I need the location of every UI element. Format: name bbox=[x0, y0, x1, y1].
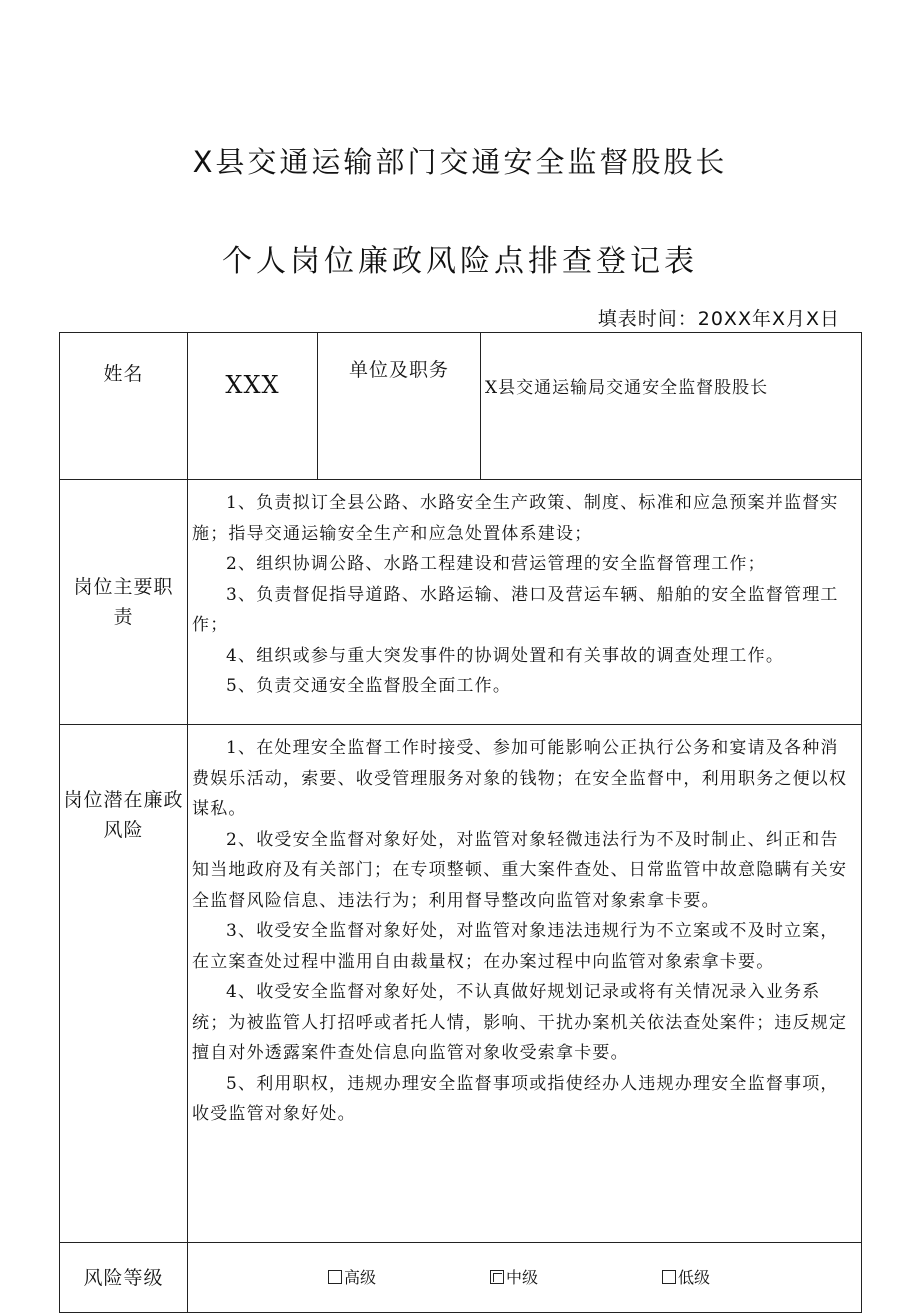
checkbox-icon[interactable] bbox=[328, 1270, 342, 1284]
risk-item: 1、在处理安全监督工作时接受、参加可能影响公正执行公务和宴请及各种消费娱乐活动，索要、收受管理服务对象的钱物；在安全监督中，利用职务之便以权谋私。 bbox=[192, 738, 848, 819]
registration-table bbox=[59, 332, 862, 1313]
name-label: 姓名 bbox=[60, 333, 188, 480]
table-row-risks bbox=[60, 725, 862, 1243]
risk-item: 3、收受安全监督对象好处，对监管对象违法违规行为不立案或不及时立案，在立案查处过程中滥用自由裁量权；在办案过程中向监管对象索拿卡要。 bbox=[192, 921, 839, 972]
risks-content bbox=[188, 725, 862, 1243]
risk-level-label: 风险等级 bbox=[60, 1243, 188, 1313]
duties-content bbox=[188, 480, 862, 725]
risk-level-options bbox=[188, 1243, 862, 1313]
risk-item: 2、收受安全监督对象好处，对监管对象轻微违法行为不及时制止、纠正和告知当地政府及有关部门；在专项整顿、重大案件查处、日常监管中故意隐瞒有关安全监督风险信息、违法行为；利用督导整改向监管对象索拿卡要。 bbox=[192, 829, 848, 911]
duty-item: 4、组织或参与重大突发事件的协调处置和有关事故的调查处理工作。 bbox=[226, 645, 785, 666]
risk-item: 4、收受安全监督对象好处，不认真做好规划记录或将有关情况录入业务系统；为被监管人打招呼或者托人情，影响、干扰办案机关依法查处案件；违反规定擅自对外透露案件查处信息向监管对象收受索拿卡要。 bbox=[192, 982, 848, 1063]
checked-checkbox-icon[interactable] bbox=[490, 1270, 504, 1284]
duty-item: 2、组织协调公路、水路工程建设和营运管理的安全监督管理工作； bbox=[226, 554, 766, 574]
table-row-header bbox=[60, 333, 862, 480]
risk-level-low-label: 低级 bbox=[678, 1268, 711, 1287]
risks-label: 岗位潜在廉政风险 bbox=[60, 725, 188, 1243]
duty-item: 1、负责拟订全县公路、水路安全生产政策、制度、标准和应急预案并监督实施；指导交通运输安全生产和应急处置体系建设； bbox=[192, 493, 839, 544]
duty-item: 5、负责交通安全监督股全面工作。 bbox=[226, 676, 512, 696]
document-title: X县交通运输部门交通安全监督股股长 bbox=[192, 145, 728, 179]
unit-position-value: X县交通运输局交通安全监督股股长 bbox=[481, 333, 862, 480]
document-subtitle: 个人岗位廉政风险点排查登记表 bbox=[222, 244, 698, 279]
risk-level-high-label: 高级 bbox=[344, 1268, 377, 1287]
name-value: XXX bbox=[188, 333, 318, 480]
risk-level-medium-option[interactable] bbox=[490, 1265, 538, 1288]
unit-position-label: 单位及职务 bbox=[318, 333, 481, 480]
risk-level-high-option[interactable] bbox=[328, 1265, 376, 1288]
checkbox-icon[interactable] bbox=[662, 1270, 676, 1284]
risk-level-low-option[interactable] bbox=[662, 1265, 710, 1288]
risk-item: 5、利用职权，违规办理安全监督事项或指使经办人违规办理安全监督事项，收受监管对象好处。 bbox=[192, 1073, 839, 1124]
table-row-risk-level bbox=[60, 1243, 862, 1313]
risk-level-medium-label: 中级 bbox=[506, 1268, 539, 1287]
table-row-duties bbox=[60, 480, 862, 725]
duty-item: 3、负责督促指导道路、水路运输、港口及营运车辆、船舶的安全监督管理工作； bbox=[192, 584, 839, 635]
fill-date: 填表时间：20XX年X月X日 bbox=[597, 308, 840, 330]
duties-label: 岗位主要职责 bbox=[60, 480, 188, 725]
